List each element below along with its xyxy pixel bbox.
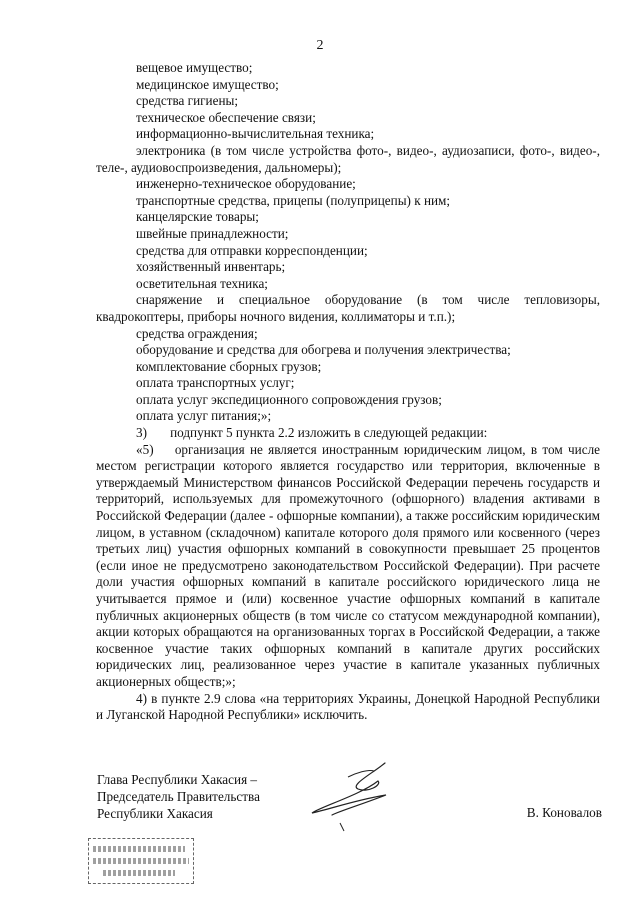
list-item: швейные принадлежности; — [136, 225, 289, 241]
list-item: медицинское имущество; — [136, 76, 279, 92]
item-3-quoted-text: «5) организация не является иностранным юридическим лицом, в том числе местом регистрации которого является государство или территория, включенные в утверждаемый Министерством финансов Российской Федерации перечень государств и территорий, используемых для промежуточного (офшорного) владения активами в Российской Федерации (далее - офшорные компании), а также российским юридическим лицом, в уставном (складочном) капитале которого доля прямого или косвенного (через третьих лиц) участия офшорных компаний в совокупности превышает 25 процентов (если иное не предусмотрено законодательством Российской Федерации). При расчете доли участия офшорных компаний в капитале российского юридического лица не учитывается прямое и (или) косвенное участие офшорных компаний в капитале публичных акционерных обществ (в том числе со статусом международной компании), акции которых обращаются на организованных торгах в Российской Федерации, а также косвенное участие таких офшорных компаний в капитале других российских юридических лиц, реализованное через участие в капитале указанных публичных акционерных обществ;»; — [96, 441, 600, 689]
list-item: канцелярские товары; — [136, 209, 259, 225]
registration-stamp — [88, 838, 194, 884]
signatory-title-line: Глава Республики Хакасия – — [97, 772, 258, 787]
item-4-paragraph: 4) в пункте 2.9 слова «на территориях Украины, Донецкой Народной Республики и Луганской Народной Республики» исключить. — [96, 690, 600, 723]
list-item: оборудование и средства для обогрева и получения электричества; — [136, 342, 511, 358]
signatory-title-line: Республики Хакасия — [97, 806, 213, 821]
list-item: средства для отправки корреспонденции; — [136, 242, 368, 258]
list-item: средства гигиены; — [136, 93, 239, 109]
list-item: хозяйственный инвентарь; — [136, 259, 286, 275]
list-item: вещевое имущество; — [136, 60, 253, 75]
list-item: оплата транспортных услуг; — [136, 375, 295, 391]
list-item: инженерно-техническое оборудование; — [136, 176, 356, 192]
signatory-title-line: Председатель Правительства — [97, 789, 260, 804]
document-body — [96, 60, 600, 724]
signatory-title — [97, 771, 260, 822]
list-item: техническое обеспечение связи; — [136, 109, 316, 125]
list-item: оплата услуг питания;»; — [136, 408, 272, 424]
list-item: транспортные средства, прицепы (полуприцепы) к ним; — [136, 192, 451, 208]
list-item: снаряжение и специальное оборудование (в том числе тепловизоры, квадрокоптеры, приборы ночного видения, коллиматоры и т.п.); — [96, 292, 600, 324]
handwritten-signature — [290, 755, 430, 835]
list-item: информационно-вычислительная техника; — [136, 126, 375, 142]
goods-list — [96, 60, 600, 425]
signatory-name: В. Коновалов — [526, 805, 602, 820]
item-3-heading: 3) подпункт 5 пункта 2.2 изложить в следующей редакции: — [136, 425, 488, 441]
list-item: электроника (в том числе устройства фото-, видео-, аудиозаписи, фото-, видео-, теле-, аудиовоспроизведения, дальномеры); — [96, 142, 600, 175]
list-item: средства ограждения; — [136, 325, 258, 341]
page-number: 2 — [316, 38, 324, 53]
list-item: оплата услуг экспедиционного сопровождения грузов; — [136, 391, 442, 407]
list-item: комплектование сборных грузов; — [136, 358, 322, 374]
list-item: осветительная техника; — [136, 275, 268, 291]
